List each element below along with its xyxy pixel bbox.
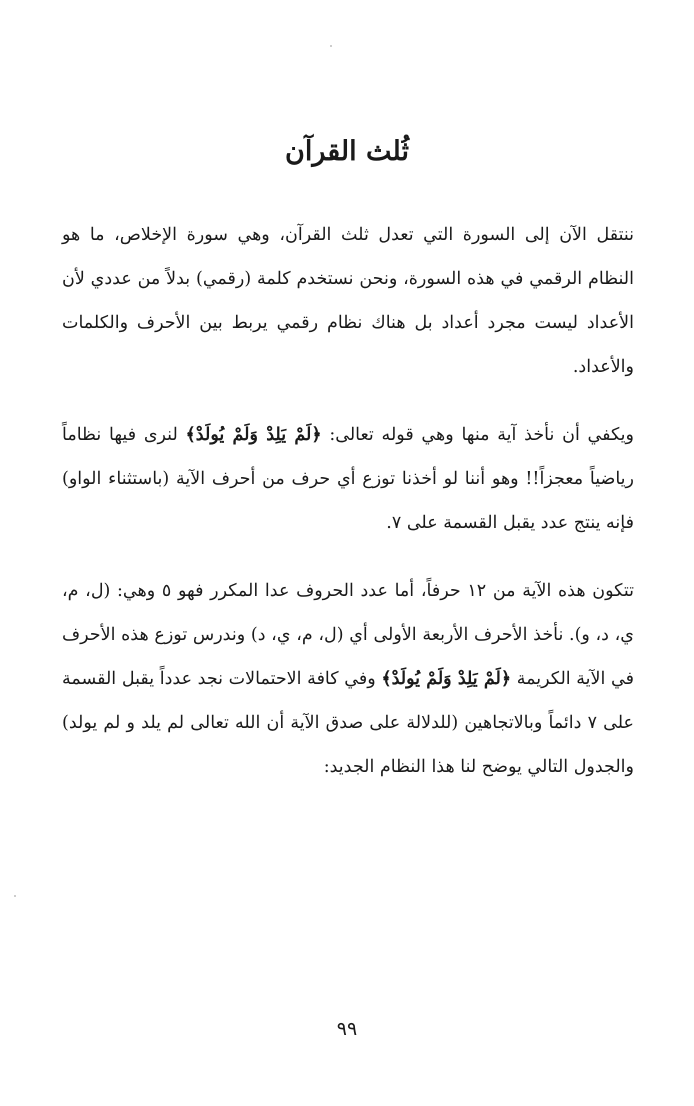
paragraph-text: لنرى فيها نظاماً رياضياً معجزاً!! وهو أننا لو أخذنا توزع أي حرف من أحرف الآية (باستثناء الواو) فإنه ينتج عدد يقبل القسمة على ٧. xyxy=(62,425,634,533)
paragraph-letter-distribution xyxy=(62,569,634,789)
body-text xyxy=(62,213,634,813)
quran-verse: ﴿لَمْ يَلِدْ وَلَمْ يُولَدْ﴾ xyxy=(381,669,512,689)
quran-verse: ﴿لَمْ يَلِدْ وَلَمْ يُولَدْ﴾ xyxy=(185,425,322,445)
paragraph-text: تتكون هذه الآية من ١٢ حرفاً، أما عدد الحروف عدا المكرر فهو ٥ وهي: (ل، م، ي، د، و). نأخذ الأحرف الأربعة الأولى أي (ل، م، ي، د) وندرس توزع هذه الأحرف في الآية الكريمة xyxy=(62,581,634,689)
page-number: ٩٩ xyxy=(336,1018,358,1040)
paragraph-text: ويكفي أن نأخذ آية منها وهي قوله تعالى: xyxy=(321,425,634,445)
paragraph-text: وفي كافة الاحتمالات نجد عدداً يقبل القسمة على ٧ دائماً وبالاتجاهين (للدلالة على صدق الآية أن الله تعالى لم يلد و لم يولد) والجدول التالي يوضح لنا هذا النظام الجديد: xyxy=(62,669,634,777)
chapter-heading: ثُلث القرآن xyxy=(285,136,409,167)
scan-speck xyxy=(330,45,332,47)
paragraph-intro: ننتقل الآن إلى السورة التي تعدل ثلث القرآن، وهي سورة الإخلاص، ما هو النظام الرقمي في هذه السورة، ونحن نستخدم كلمة (رقمي) بدلاً من عددي لأن الأعداد ليست مجرد أعداد بل هناك نظام رقمي يربط بين الأحرف والكلمات والأعداد. xyxy=(62,225,634,377)
scan-speck xyxy=(14,895,16,897)
paragraph-verse-example xyxy=(62,413,634,545)
